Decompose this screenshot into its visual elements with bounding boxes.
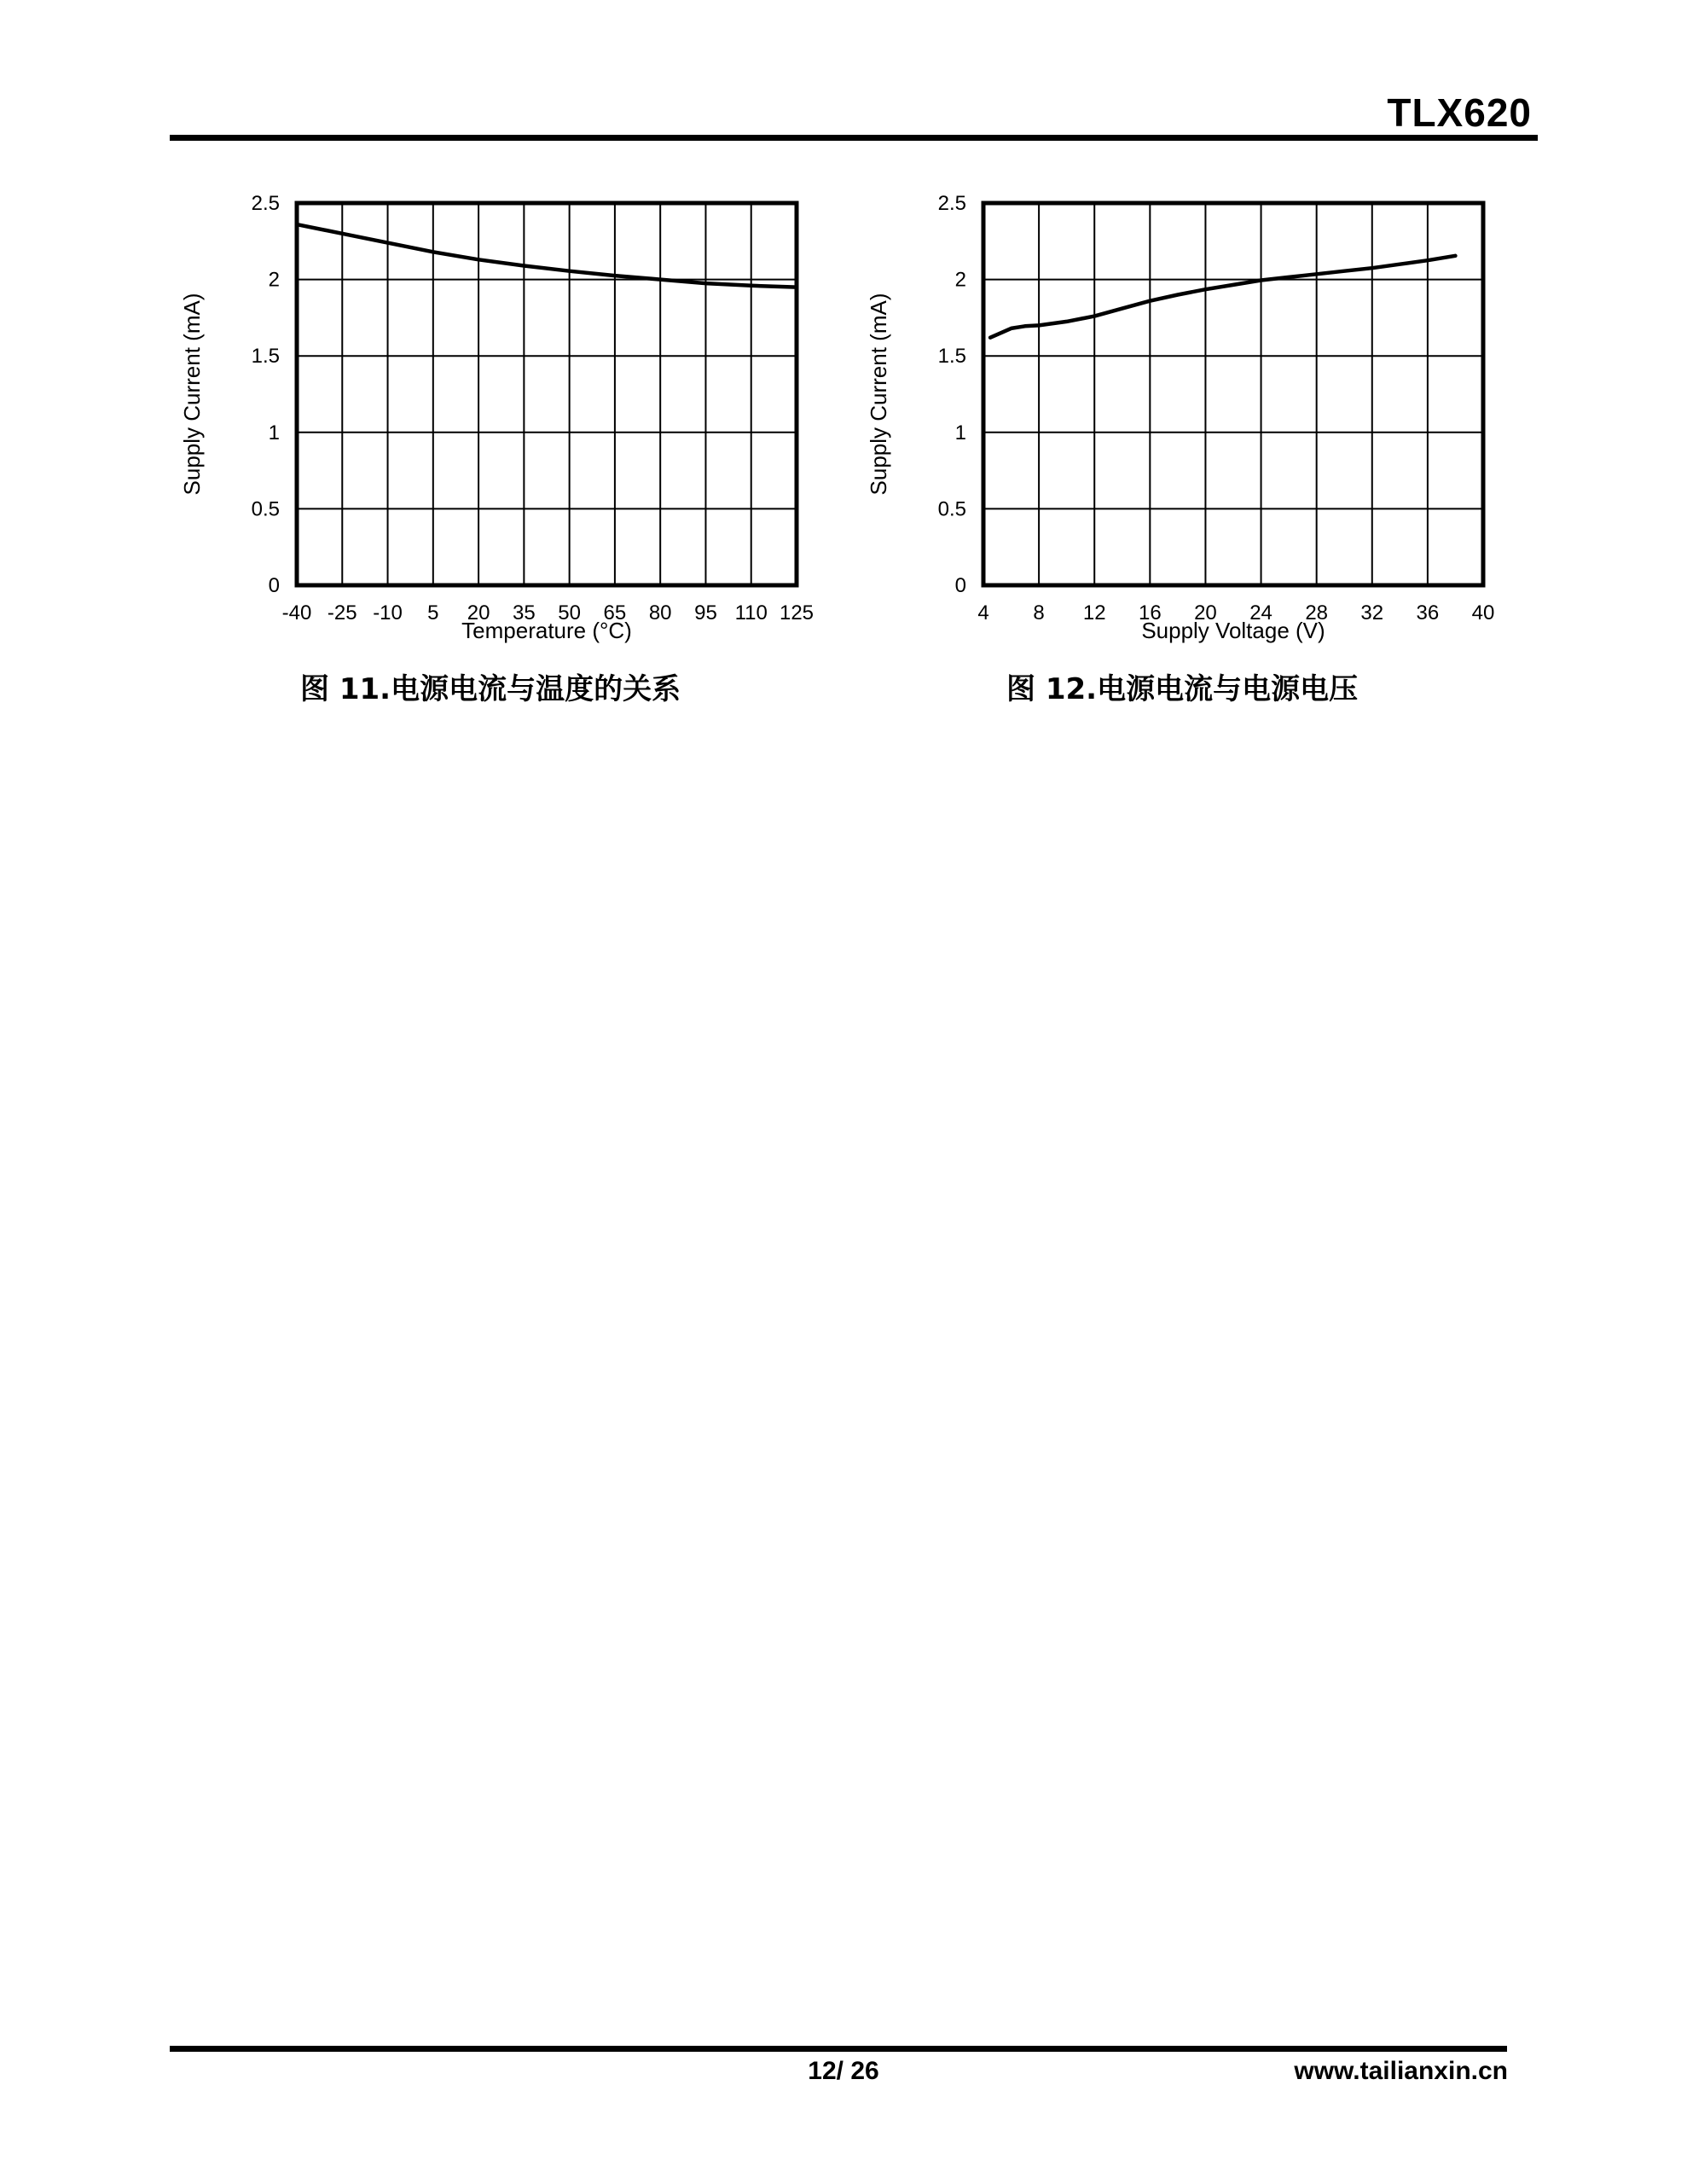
x-tick-label: 65 — [603, 601, 627, 624]
x-tick-label: 36 — [1416, 601, 1440, 624]
header-rule — [170, 135, 1538, 141]
x-tick-label: 24 — [1249, 601, 1272, 624]
y-tick-label: 0.5 — [251, 497, 280, 521]
y-tick-label: 1.5 — [937, 345, 966, 369]
x-tick-label: 12 — [1082, 601, 1106, 624]
y-tick-label: 0 — [268, 574, 280, 597]
y-tick-label: 0 — [954, 574, 966, 597]
x-tick-label: 32 — [1360, 601, 1384, 624]
footer-rule — [170, 2046, 1507, 2052]
figure-12-caption: 图 12.电源电流与电源电压 — [1006, 672, 1359, 706]
x-tick-label: 4 — [977, 601, 989, 624]
x-tick-label: 40 — [1471, 601, 1495, 624]
x-tick-label: 95 — [694, 601, 717, 624]
x-tick-label: 20 — [1194, 601, 1217, 624]
figure-11-caption: 图 11.电源电流与温度的关系 — [300, 672, 681, 706]
series-line — [990, 256, 1455, 338]
y-tick-label: 2.5 — [937, 192, 966, 215]
x-tick-label: -10 — [373, 601, 403, 624]
x-tick-label: 20 — [467, 601, 490, 624]
y-tick-label: 2 — [268, 268, 280, 292]
x-axis-label: Supply Voltage (V) — [1141, 618, 1325, 643]
website-link[interactable]: www.tailianxin.cn — [1294, 2057, 1508, 2085]
plot-frame — [983, 203, 1483, 585]
x-tick-label: -40 — [281, 601, 312, 624]
y-tick-label: 0.5 — [937, 497, 966, 521]
y-tick-label: 2.5 — [251, 192, 280, 215]
x-tick-label: 125 — [779, 601, 815, 624]
page-number: 12/ 26 — [808, 2057, 879, 2085]
supply-current-vs-temperature-chart — [171, 179, 836, 657]
x-tick-label: 50 — [558, 601, 581, 624]
document-title: TLX620 — [1387, 90, 1532, 135]
plot-frame — [297, 203, 797, 585]
x-tick-label: 35 — [513, 601, 536, 624]
y-tick-label: 1 — [268, 421, 280, 444]
series-line — [297, 224, 797, 288]
x-tick-label: 16 — [1138, 601, 1162, 624]
x-tick-label: 110 — [734, 601, 768, 624]
x-tick-label: 8 — [1033, 601, 1045, 624]
y-axis-label: Supply Current (mA) — [179, 293, 205, 496]
y-axis-label: Supply Current (mA) — [866, 293, 891, 496]
supply-current-vs-voltage-chart — [857, 179, 1522, 657]
x-tick-label: 5 — [427, 601, 439, 624]
x-tick-label: -25 — [327, 601, 357, 624]
y-tick-label: 1 — [954, 421, 966, 444]
x-axis-label: Temperature (°C) — [461, 618, 632, 643]
x-tick-label: 28 — [1305, 601, 1329, 624]
x-tick-label: 80 — [648, 601, 672, 624]
y-tick-label: 1.5 — [251, 345, 280, 369]
y-tick-label: 2 — [954, 268, 966, 292]
